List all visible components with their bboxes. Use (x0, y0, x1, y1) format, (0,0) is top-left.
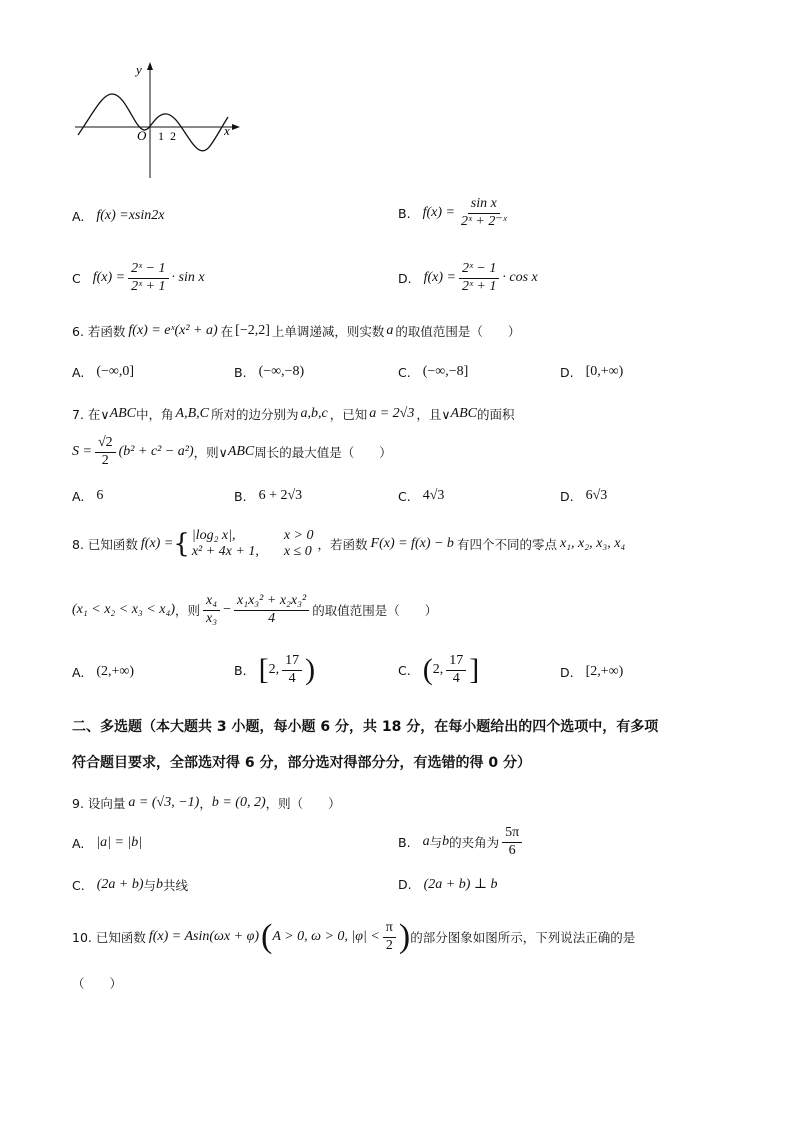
q6-option-d[interactable]: D. [0,+∞) (560, 364, 624, 380)
piecewise-definition: { |log₂ x|, x > 0 x² + 4x + 1, x ≤ 0 (173, 528, 314, 559)
q5-option-a[interactable]: A. f(x) = xsin2x (72, 208, 165, 224)
option-label: D. (398, 270, 412, 286)
fraction: $\frac{\text{2ˣ − 1}}{\text{2ˣ + 1}}$ (128, 262, 168, 294)
section-2-heading-line1: 二、多选题（本大题共 3 小题，每小题 6 分，共 18 分，在每小题给出的四个选项中，有多项 (72, 719, 659, 735)
q6-option-c[interactable]: C. (−∞,−8] (398, 364, 469, 380)
q5-option-b[interactable]: B. f(x) = $\frac{\text{sin x}}{\text{2ˣ + 2⁻ˣ}}$ (398, 197, 513, 229)
fraction: $\frac{√2}{2}$ (95, 436, 116, 468)
fraction: $\frac{17}{4}$ (282, 654, 302, 686)
tick-2-label: 2 (170, 129, 176, 143)
q8-option-c[interactable]: C. ( 2, $\frac{17}{4}$ ] (398, 653, 480, 687)
origin-label: O (137, 128, 147, 143)
x-axis-arrow (232, 124, 240, 130)
question-7-stem-line1: 7. 在∨ ABC 中，角 A,B,C 所对的边分别为 a,b,c ，已知 a = 2√3 ，且∨ ABC 的面积 (72, 406, 515, 422)
q5-option-d[interactable]: D. f(x) = $\frac{\text{2ˣ − 1}}{\text{2ˣ + 1}}$ · cos x (398, 261, 538, 294)
fraction: $\frac{\text{sin x}}{\text{2ˣ + 2⁻ˣ}}$ (460, 196, 507, 229)
q9-option-a[interactable]: A. |a| = |b| (72, 835, 143, 851)
question-8-stem-line2: (x₁ < x₂ < x₃ < x₄) ，则 $\frac{\text{x₄}}{\text{x₃}}$ − $\frac{\text{x₁x₃² + x₂x₃²}}{4}$ 的取值范围是（ ） (72, 593, 438, 626)
left-brace: { (173, 529, 190, 559)
q7-option-c[interactable]: C. 4√3 (398, 488, 445, 504)
fraction: $\frac{\text{x₄}}{\text{x₃}}$ (203, 594, 220, 626)
question-7-stem-line2: S = $\frac{√2}{2}$ (b² + c² − a²) ，则∨ ABC 周长的最大值是（ ） (72, 435, 392, 468)
q6-option-b[interactable]: B. (−∞,−8) (234, 364, 305, 380)
q8-option-b[interactable]: B. [ 2, $\frac{17}{4}$ ) (234, 653, 316, 687)
right-paren: ) (398, 918, 411, 955)
curve (78, 94, 228, 151)
question-10-stem: 10. 已知函数 f(x) = Asin(ωx + φ) ( A > 0, ω > 0, |φ| < $\frac{\pi}{2}$ ) 的部分图象如图所示，下列说法正确的是 (72, 918, 636, 955)
question-8-stem-line1: 8. 已知函数 f(x) = { |log₂ x|, x > 0 x² + 4x + 1, x ≤ 0 ，若函数 F(x) = f(x) − b 有四个不同的零点 x₁, x₂, x₃, x₄ (72, 528, 626, 559)
y-axis-label: y (136, 62, 142, 77)
fraction: $\frac{5\pi}{6}$ (502, 826, 522, 858)
fraction: $\frac{\pi}{2}$ (383, 921, 396, 953)
q7-option-d[interactable]: D. 6√3 (560, 488, 608, 504)
question-6-stem: 6. 若函数 f(x) = eˣ(x² + a) 在 [−2,2] 上单调递减，则实数 a 的取值范围是（ ） (72, 323, 521, 339)
tick-1-label: 1 (158, 129, 164, 143)
y-axis-arrow (147, 62, 153, 70)
function-graph-figure (70, 60, 245, 182)
q9-option-b[interactable]: B. a 与 b 的夹角为 $\frac{5\pi}{6}$ (398, 826, 525, 858)
q6-option-a[interactable]: A. (−∞,0] (72, 364, 135, 380)
section-2-heading-line2: 符合题目要求，全部选对得 6 分，部分选对得部分分，有选错的得 0 分） (72, 755, 531, 771)
q8-option-a[interactable]: A. (2,+∞) (72, 664, 135, 680)
q5-option-c[interactable]: C f(x) = $\frac{\text{2ˣ − 1}}{\text{2ˣ + 1}}$ · sin x (72, 261, 205, 294)
q9-option-c[interactable]: C. (2a + b) 与 b 共线 (72, 877, 189, 893)
option-label: B. (398, 205, 411, 221)
option-label: C (72, 270, 81, 286)
q7-option-b[interactable]: B. 6 + 2√3 (234, 488, 303, 504)
question-9-stem: 9. 设向量 a = (√3, −1) ， b = (0, 2) ，则（ ） (72, 795, 341, 811)
q9-option-d[interactable]: D. (2a + b) ⊥ b (398, 877, 498, 892)
option-label: A. (72, 208, 85, 224)
left-paren: ( (261, 918, 273, 955)
q7-option-a[interactable]: A. 6 (72, 488, 104, 504)
q8-option-d[interactable]: D. [2,+∞) (560, 664, 624, 680)
question-10-answer-paren: （ ） (72, 976, 123, 991)
x-axis-label: x (224, 123, 230, 138)
fraction: $\frac{17}{4}$ (446, 654, 466, 686)
fraction: $\frac{\text{2ˣ − 1}}{\text{2ˣ + 1}}$ (459, 262, 499, 294)
fraction: $\frac{\text{x₁x₃² + x₂x₃²}}{4}$ (234, 594, 309, 626)
